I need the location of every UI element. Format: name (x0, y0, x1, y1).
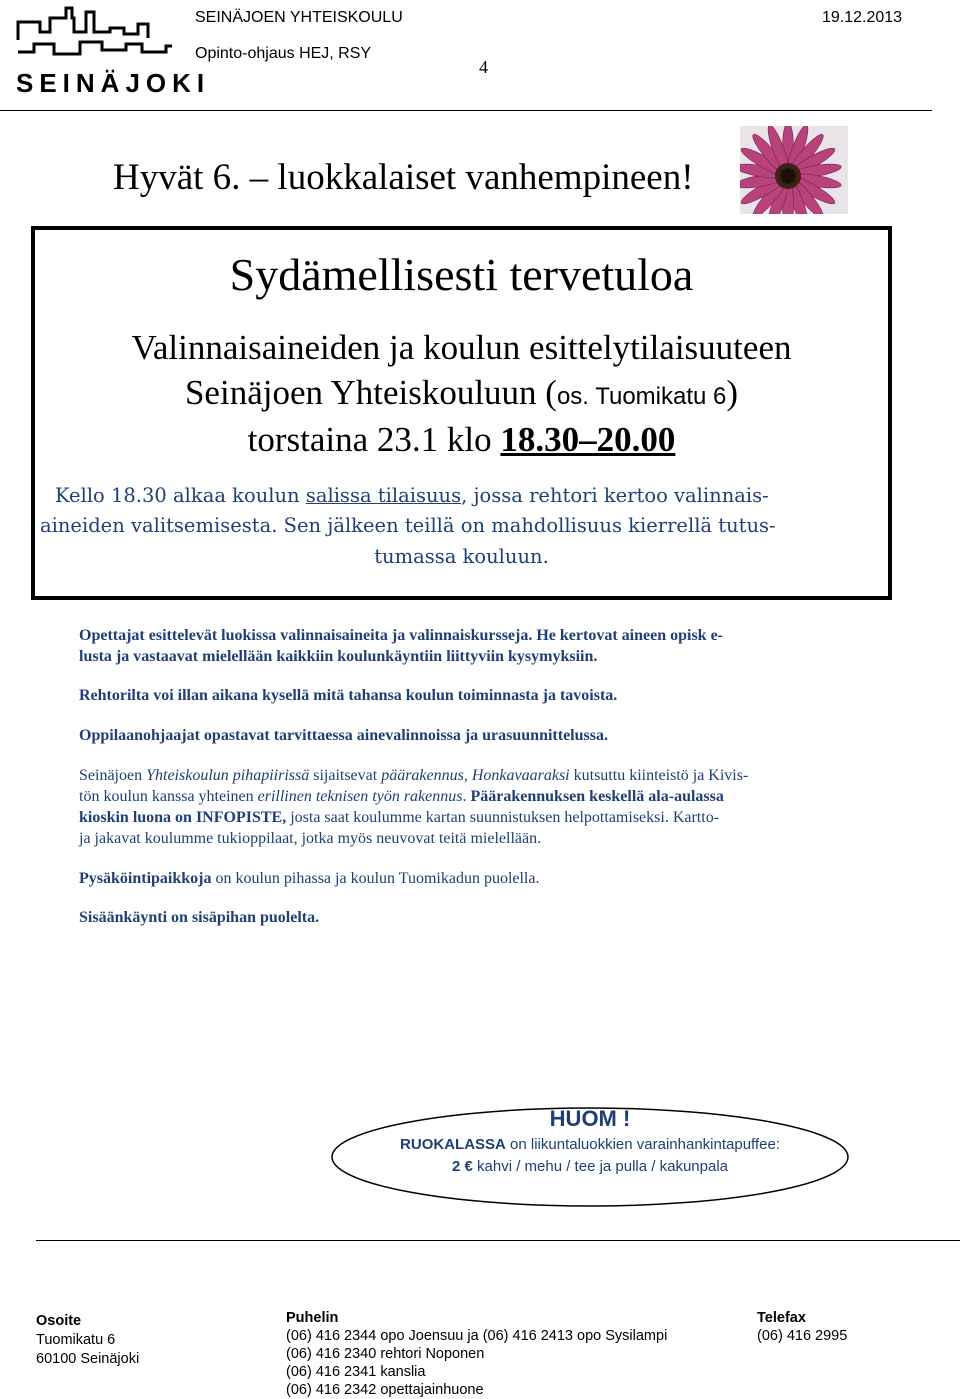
footer-phone-line-2: (06) 416 2340 rehtori Noponen (286, 1346, 485, 1362)
header-date: 19.12.2013 (822, 9, 903, 26)
header-subtitle: Opinto-ohjaus HEJ, RSY (195, 45, 372, 62)
note-cafeteria: RUOKALASSA (400, 1136, 506, 1153)
paragraph-counselors: Oppilaanohjaajat opastavat tarvittaessa ainevalinnoissa ja urasuunnittelussa. (79, 727, 608, 744)
invitation-line-2-main: Seinäjoen Yhteiskouluun ( (184, 373, 557, 412)
text-run-italic: erillinen teknisen työn rakennus (257, 788, 463, 805)
text-run: on koulun pihassa ja koulun Tuomikadun puolella. (211, 870, 540, 887)
paragraph-buildings-line-1 (79, 765, 748, 786)
header-divider (0, 110, 932, 111)
logo-wordmark: SEINÄJOKI (16, 68, 211, 98)
invitation-time: 18.30–20.00 (500, 420, 676, 459)
page-number: 4 (479, 57, 488, 77)
invitation-date: torstaina 23.1 klo (247, 420, 501, 459)
text-run: tön koulun kanssa yhteinen (79, 788, 258, 805)
text-run: . (462, 788, 471, 805)
text-run: sijaitsevat (309, 767, 382, 784)
paragraph-buildings-line-4: ja jakavat koulumme tukioppilaat, jotka myös neuvovat teitä mielellään. (79, 830, 542, 847)
footer-fax-label: Telefax (757, 1310, 806, 1326)
flower-image (740, 126, 848, 214)
text-run-italic: Yhteiskoulun pihapiirissä (146, 767, 310, 784)
paragraph-entrance: Sisäänkäynti on sisäpihan puolelta. (79, 909, 320, 926)
note-line-1 (328, 1136, 852, 1153)
header-school-name: SEINÄJOEN YHTEISKOULU (195, 9, 403, 26)
footer-phone-line-4: (06) 416 2342 opettajainhuone (286, 1382, 484, 1398)
text-run: on liikuntaluokkien varainhankintapuffee: (505, 1136, 780, 1153)
invitation-address: os. Tuomikatu 6 (556, 383, 727, 410)
text-run: kahvi / mehu / tee ja pulla / kakunpala (472, 1158, 728, 1175)
footer-phone-line-3: (06) 416 2341 kanslia (286, 1364, 426, 1380)
parking-label: Pysäköintipaikkoja (79, 870, 212, 887)
note-title: HUOM ! (549, 1106, 631, 1131)
program-line-2: aineiden valitsemisesta. Sen jälkeen teillä on mahdollisuus kierrellä tutus- (40, 514, 776, 537)
paragraph-buildings-line-2 (79, 786, 724, 807)
footer-phone-line-1: (06) 416 2344 opo Joensuu ja (06) 416 2413 opo Sysilampi (286, 1328, 668, 1344)
program-line-1 (55, 484, 769, 507)
paragraph-buildings-line-3 (79, 807, 719, 828)
footer-divider (36, 1240, 960, 1241)
text-run: kutsuttu kiinteistö ja Kivis- (569, 767, 749, 784)
greeting-heading: Hyvät 6. – luokkalaiset vanhempineen! (113, 157, 694, 198)
program-line-3: tumassa kouluun. (374, 545, 549, 568)
paragraph-teachers-line-2: lusta ja vastaavat mielellään kaikkiin koulunkäyntiin liittyviin kysymyksiin. (79, 648, 598, 665)
invitation-line-2-end: ) (726, 373, 739, 412)
text-run-italic: päärakennus, Honkavaaraksi (381, 767, 570, 784)
text-run-bold: Päärakennuksen keskellä ala-aulassa (470, 788, 724, 805)
program-start: Kello 18.30 alkaa koulun (55, 484, 306, 507)
note-price: 2 € (451, 1158, 473, 1175)
program-rest: , jossa rehtori kertoo valinnais- (461, 484, 769, 507)
invitation-line-1: Valinnaisaineiden ja koulun esittelytilaisuuteen (131, 328, 792, 367)
paragraph-principal: Rehtorilta voi illan aikana kysellä mitä tahansa koulun toiminnasta ja tavoista. (79, 687, 618, 704)
invitation-line-3 (31, 420, 892, 460)
footer-phone-label: Puhelin (286, 1310, 339, 1326)
welcome-heading: Sydämellisesti tervetuloa (229, 249, 694, 300)
footer-address-line-1: Tuomikatu 6 (36, 1332, 116, 1348)
program-venue: salissa tilaisuus (305, 484, 462, 507)
note-line-2 (328, 1158, 852, 1175)
footer-address-line-2: 60100 Seinäjoki (36, 1351, 140, 1367)
text-run: josta saat koulumme kartan suunnistuksen helpottamiseksi. Kartto- (286, 809, 720, 826)
invitation-line-2 (31, 373, 892, 413)
infopiste-label: kioskin luona on INFOPISTE, (79, 809, 287, 826)
footer-address-label: Osoite (36, 1313, 82, 1329)
paragraph-parking (79, 868, 539, 889)
text-run: Seinäjoen (79, 767, 147, 784)
paragraph-teachers-line-1: Opettajat esittelevät luokissa valinnaisaineita ja valinnaiskursseja. He kertovat aineen opisk e- (79, 627, 723, 644)
footer-fax-line-1: (06) 416 2995 (757, 1328, 848, 1344)
